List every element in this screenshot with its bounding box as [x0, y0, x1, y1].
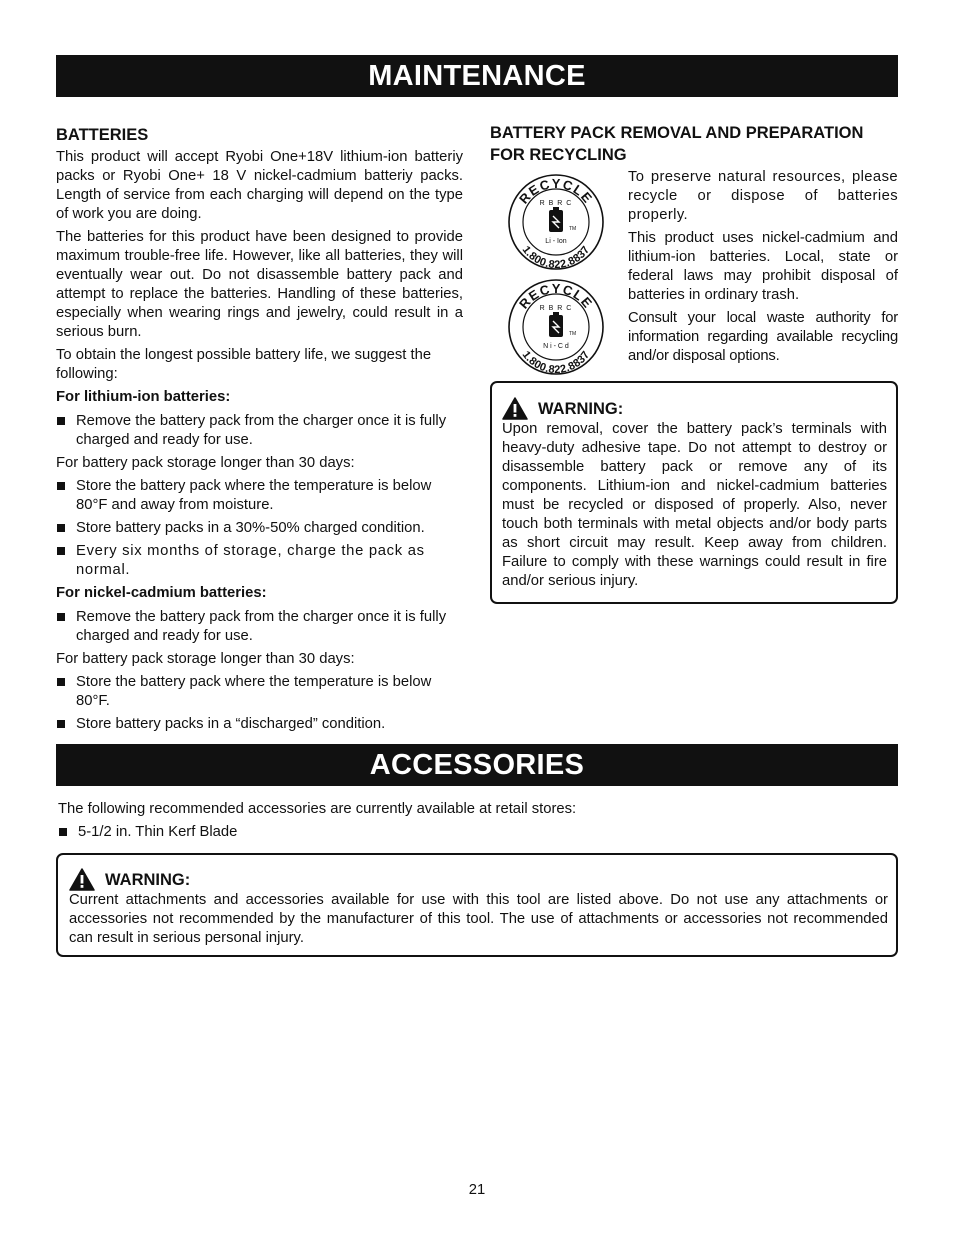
- list-item: 5-1/2 in. Thin Kerf Blade: [58, 823, 898, 842]
- seal-phone-text: 1.800.822.8837: [519, 243, 593, 272]
- batteries-heading: BATTERIES: [56, 126, 149, 144]
- accessories-list: [58, 823, 898, 842]
- accessories-banner: ACCESSORIES: [56, 744, 898, 786]
- list-item: Store the battery pack where the temperature is below 80°F and away from moisture.: [56, 477, 463, 515]
- nicd-subheading: For nickel-cadmium batteries:: [56, 585, 267, 601]
- recycling-text: [628, 168, 898, 370]
- batteries-paragraph-3: To obtain the longest possible battery life, we suggest the following:: [56, 347, 432, 382]
- page-number: 21: [468, 1182, 486, 1198]
- list-item: Every six months of storage, charge the pack as normal.: [56, 542, 463, 580]
- rbrc-liion-seal-icon: [506, 172, 606, 272]
- list-item: Remove the battery pack from the charger once it is fully charged and ready for use.: [56, 412, 463, 450]
- accessories-intro: The following recommended accessories are currently available at retail stores:: [58, 801, 577, 817]
- nicd-storage-list: [56, 673, 463, 734]
- liion-storage-list: [56, 477, 463, 580]
- seal-tm-text: TM: [569, 331, 577, 337]
- storage-intro-nicd: For battery pack storage longer than 30 days:: [56, 651, 355, 667]
- warning-header: [502, 397, 887, 420]
- recycling-paragraph-2: This product uses nickel-cadmium and lithium-ion batteries. Local, state or federal laws may prohibit disposal of batteries in ordinary trash.: [628, 230, 898, 303]
- nicd-bullet-list: [56, 608, 463, 646]
- maintenance-banner: MAINTENANCE: [56, 55, 898, 97]
- warning-label: WARNING:: [105, 870, 191, 889]
- list-item: Store battery packs in a 30%-50% charged condition.: [56, 519, 463, 538]
- maintenance-warning-box: [490, 381, 898, 604]
- warning-header: [69, 868, 888, 891]
- warning-text: Upon removal, cover the battery pack’s terminals with heavy-duty adhesive tape. Do not attempt to destroy or disassemble battery pack or remove any of its components. Lithium-ion and nickel-cadmium batteries must be recycled or disposed of properly. Also, never touch both terminals with metal objects and/or body parts as short circuit may result. Keep away from children. Failure to comply with these warnings could result in fire and/or serious injury.: [502, 421, 887, 589]
- seal-top-text: RECYCLE: [516, 280, 596, 312]
- recycling-heading: BATTERY PACK REMOVAL AND PREPARATION FOR RECYCLING: [490, 124, 864, 164]
- warning-text: Current attachments and accessories available for use with this tool are listed above. Do not use any attachments or accessories not recommended by the manufacturer of this tool. The use of attachments or accessories not recommended can result in serious personal injury.: [69, 892, 888, 946]
- rbrc-nicd-seal-icon: [506, 277, 606, 377]
- list-item: Remove the battery pack from the charger once it is fully charged and ready for use.: [56, 608, 463, 646]
- warning-triangle-icon: [502, 397, 528, 420]
- warning-label: WARNING:: [538, 399, 624, 418]
- seal-top-text: RECYCLE: [516, 175, 596, 207]
- accessories-warning-box: [56, 853, 898, 957]
- liion-subheading: For lithium-ion batteries:: [56, 389, 231, 405]
- list-item: Store the battery pack where the temperature is below 80°F.: [56, 673, 463, 711]
- seal-org-text: R B R C: [539, 305, 573, 312]
- recycling-paragraph-1: To preserve natural resources, please recycle or dispose of batteries properly.: [628, 169, 898, 223]
- svg-text:1.800.822.8837: [520, 349, 593, 376]
- warning-triangle-icon: [69, 868, 95, 891]
- storage-intro-liion: For battery pack storage longer than 30 days:: [56, 455, 355, 471]
- batteries-paragraph-2: The batteries for this product have been designed to provide maximum trouble-free life. However, like all batteries, they will eventually wear out. Do not disassemble battery pack and attempt to replace the batteries. Handling of these batteries, especially when wearing rings and jewelry, could result in a serious burn.: [56, 229, 463, 340]
- seal-chem-text: N i - C d: [543, 343, 569, 350]
- seal-tm-text: TM: [569, 226, 577, 232]
- accessories-section: [58, 800, 898, 846]
- liion-bullet-list: [56, 412, 463, 450]
- recycling-paragraph-3: Consult your local waste authority for information regarding available recycling and/or disposal options.: [628, 310, 898, 364]
- seal-chem-text: Li - Ion: [545, 238, 567, 245]
- svg-text:1.800.822.8837: [520, 244, 593, 271]
- seal-phone-text: 1.800.822.8837: [519, 348, 593, 377]
- seal-org-text: R B R C: [539, 200, 573, 207]
- list-item: Store battery packs in a “discharged” condition.: [56, 715, 463, 734]
- batteries-paragraph-1: This product will accept Ryobi One+18V lithium-ion batteriy packs or Ryobi One+ 18 V nickel-cadmium batteriy packs. Length of service from each charging will depend on the type of work you are doing.: [56, 149, 463, 222]
- batteries-section: [56, 124, 463, 738]
